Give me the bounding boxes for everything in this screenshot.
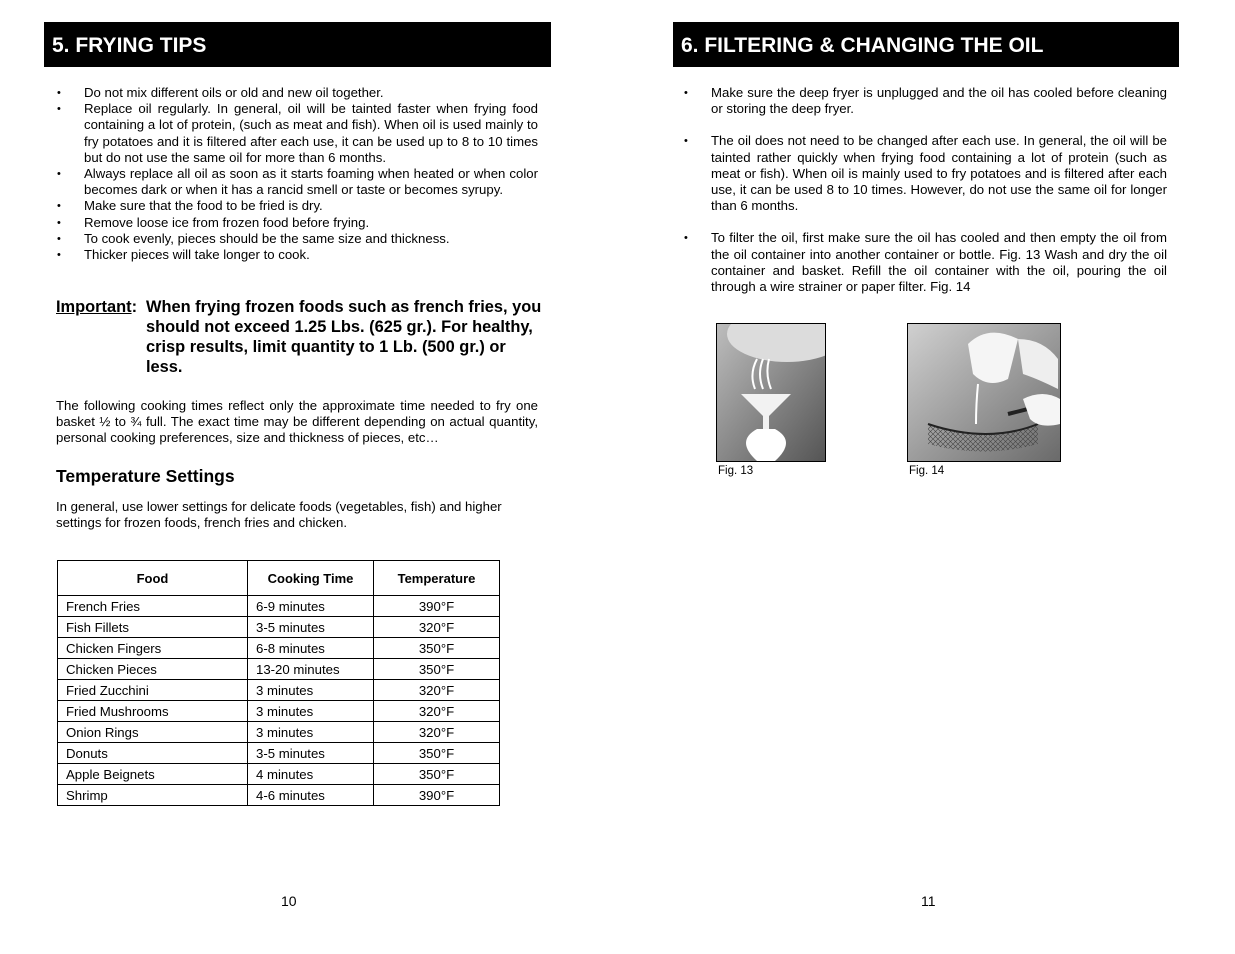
food-cell: French Fries (58, 596, 248, 617)
temperature-cell: 350°F (374, 743, 500, 764)
time-cell: 4-6 minutes (248, 785, 374, 806)
food-cell: Apple Beignets (58, 764, 248, 785)
food-cell: Fish Fillets (58, 617, 248, 638)
bullet-icon: • (684, 135, 688, 148)
table-row (58, 701, 500, 722)
temperature-settings-text: In general, use lower settings for delicate foods (vegetables, fish) and higher settings for frozen foods, french fries and chicken. (56, 499, 502, 531)
fig13-pouring-oil-image (716, 323, 826, 462)
important-note (56, 297, 546, 377)
list-item: • Replace oil regularly. In general, oil will be tainted faster when frying food containing a lot of protein, (such as meat and fish). When oil is used mainly to fry potatoes and it is filtered after each use, it can be used up to 8 to 10 times but do not use the same oil for more than 6 months. (57, 101, 538, 165)
header-temperature: Temperature (374, 561, 500, 596)
cooking-times-intro: The following cooking times reflect only the approximate time needed to fry one basket ½ to ¾ full. The exact time may be different depending on actual quantity, personal cooking preferences, size and thickness of pieces, etc… (56, 398, 538, 446)
fig14-strainer-image (907, 323, 1061, 462)
list-item: • Do not mix different oils or old and new oil together. (57, 85, 384, 100)
right-page (617, 0, 1235, 954)
time-cell: 4 minutes (248, 764, 374, 785)
list-item: • Make sure that the food to be fried is dry. (57, 198, 323, 214)
temperature-cell: 320°F (374, 701, 500, 722)
temperature-cell: 320°F (374, 617, 500, 638)
cooking-table (57, 560, 500, 806)
section-title: 5. FRYING TIPS (44, 22, 551, 67)
table-row (58, 617, 500, 638)
food-cell: Fried Zucchini (58, 680, 248, 701)
filtering-list (683, 85, 1167, 311)
temperature-cell: 390°F (374, 785, 500, 806)
table-row (58, 638, 500, 659)
table-row (58, 659, 500, 680)
time-cell: 3 minutes (248, 680, 374, 701)
time-cell: 6-9 minutes (248, 596, 374, 617)
section-title: 6. FILTERING & CHANGING THE OIL (673, 22, 1179, 67)
important-text: When frying frozen foods such as french fries, you should not exceed 1.25 Lbs. (625 gr.). For healthy, crisp results, limit quantity to 1 Lb. (500 gr.) or less. (146, 298, 542, 376)
bullet-icon: • (57, 168, 61, 181)
table-header-row (58, 561, 500, 596)
list-item: • Remove loose ice from frozen food before frying. (57, 214, 370, 230)
temperature-cell: 390°F (374, 596, 500, 617)
left-page (0, 0, 617, 954)
fig13-caption: Fig. 13 (718, 465, 754, 477)
page-number: 10 (281, 893, 297, 909)
bullet-icon: • (57, 87, 61, 99)
fig14-caption: Fig. 14 (909, 465, 945, 477)
food-cell: Donuts (58, 743, 248, 764)
temperature-cell: 320°F (374, 722, 500, 743)
bullet-icon: • (57, 249, 61, 262)
time-cell: 3 minutes (248, 722, 374, 743)
table-row (58, 743, 500, 764)
list-item: • Thicker pieces will take longer to cook. (57, 247, 310, 263)
temperature-settings-heading: Temperature Settings (56, 466, 235, 486)
time-cell: 3-5 minutes (248, 617, 374, 638)
list-item: • Always replace all oil as soon as it starts foaming when heated or when color becomes dark or when it has a rancid smell or taste or becomes syrupy. (57, 166, 538, 198)
temperature-cell: 350°F (374, 764, 500, 785)
table-row (58, 680, 500, 701)
bullet-icon: • (57, 232, 61, 245)
bullet-icon: • (57, 103, 61, 116)
header-food: Food (58, 561, 248, 596)
bullet-icon: • (684, 87, 688, 99)
food-cell: Onion Rings (58, 722, 248, 743)
table-row (58, 722, 500, 743)
table-row (58, 596, 500, 617)
time-cell: 3 minutes (248, 701, 374, 722)
food-cell: Chicken Fingers (58, 638, 248, 659)
time-cell: 6-8 minutes (248, 638, 374, 659)
food-cell: Fried Mushrooms (58, 701, 248, 722)
food-cell: Chicken Pieces (58, 659, 248, 680)
time-cell: 3-5 minutes (248, 743, 374, 764)
list-item: • The oil does not need to be changed after each use. In general, the oil will be tainted rather quickly when frying food containing a lot of protein (such as meat or fish). When oil is mainly used to fry potatoes and is filtered after each use, it can be used 8 to 10 times. However, do not use the same oil for longer than 6 months. (684, 133, 1167, 214)
bullet-icon: • (684, 232, 688, 245)
temperature-cell: 350°F (374, 659, 500, 680)
list-item: • To cook evenly, pieces should be the same size and thickness. (57, 230, 450, 246)
time-cell: 13-20 minutes (248, 659, 374, 680)
table-row (58, 785, 500, 806)
bullet-icon: • (57, 216, 61, 229)
frying-tips-list (56, 85, 538, 263)
temperature-cell: 350°F (374, 638, 500, 659)
page-number: 11 (921, 893, 936, 909)
important-label: Important: (56, 298, 138, 316)
list-item: • To filter the oil, first make sure the oil has cooled and then empty the oil from the oil container into another container or bottle. Fig. 13 Wash and dry the oil container and basket. Refill the oil container with the oil, pouring the oil through a wire strainer or paper filter. Fig. 14 (684, 230, 1167, 295)
food-cell: Shrimp (58, 785, 248, 806)
header-cooking-time: Cooking Time (248, 561, 374, 596)
bullet-icon: • (57, 200, 61, 213)
list-item: • Make sure the deep fryer is unplugged and the oil has cooled before cleaning or storing the deep fryer. (684, 85, 1167, 117)
table-row (58, 764, 500, 785)
temperature-cell: 320°F (374, 680, 500, 701)
